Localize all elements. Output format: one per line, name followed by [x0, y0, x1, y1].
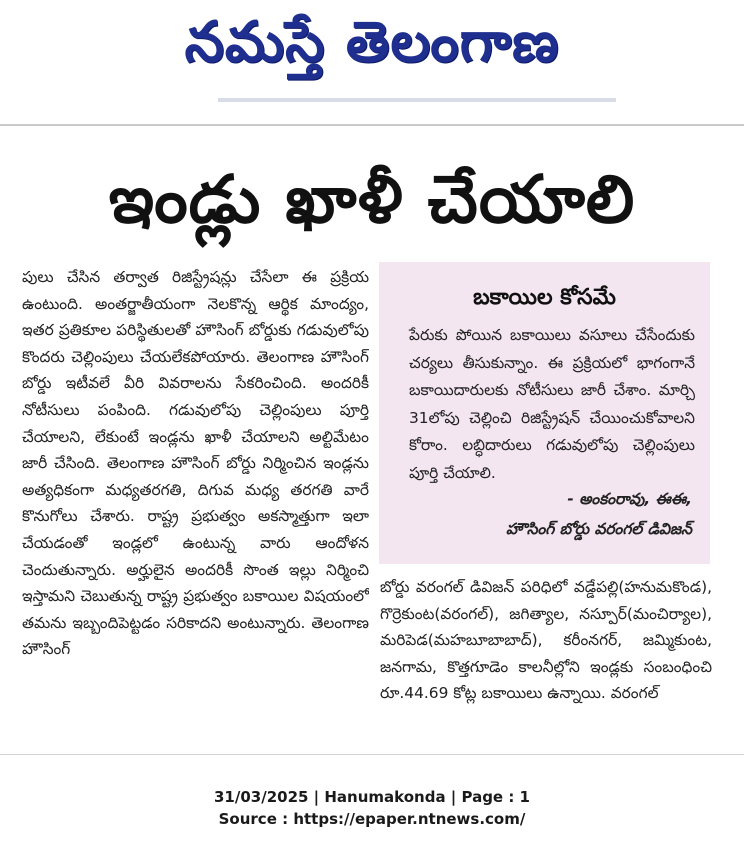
left-column-text: పులు చేసిన తర్వాత రిజిస్ట్రేషన్లు చేసేలా ఈ ప్రక్రియ ఉంటుంది. అంతర్జాతీయంగా నెలకొన్న ఆర్థిక మాంద్యం, ఇతర ప్రతికూల పరిస్థితులతో హౌసింగ్ బోర్డుకు గడువులోపు కొందరు చెల్లింపులు చేయలేకపోయారు. తెలంగాణ హౌసింగ్ బోర్డు ఇటీవలే వీరి వివరాలను సేకరించింది. అందరికీ నోటీసులు పంపింది. గడువులోపు చెల్లింపులు పూర్తి చేయాలని, లేకుంటే ఇండ్లను ఖాళీ చేయాలని అల్టిమేటం జారీ చేసింది. తెలంగాణ హౌసింగ్ బోర్డు నిర్మించిన ఇండ్లను అత్యధికంగా మధ్యతరగతి, దిగువ మధ్య తరగతి వారే కొనుగోలు చేశారు. రాష్ట్ర ప్రభుత్వం అకస్మాత్తుగా ఇలా చేయడంతో ఇండ్లలో ఉంటున్న వారు ఆందోళన చెందుతున్నారు. అర్హులైన అందరికీ సొంత ఇల్లు నిర్మించి ఇస్తామని చెబుతున్న రాష్ట్ర ప్రభుత్వం బకాయిల విషయంలో తమను ఇబ్బందిపెట్టడం సరికాదని అంటున్నారు. తెలంగాణ హౌసింగ్ [22, 268, 369, 659]
article-left-column [22, 264, 369, 742]
footer-date-edition: 31/03/2025 | Hanumakonda | Page : 1 [213, 788, 530, 806]
top-divider [0, 124, 744, 126]
masthead [0, 0, 744, 100]
right-column-text: బోర్డు వరంగల్ డివిజన్ పరిధిలో వడ్డేపల్లి(హనుమకొండ), గొర్రెకుంట(వరంగల్), జగిత్యాల, నస్పూర్(మంచిర్యాల), మరిపెడ(మహబూబాబాద్), కరీంనగర్, జమ్మికుంట, జనగామ, కొత్తగూడెం కాలనీల్లోని ఇండ్లకు సంబంధించి రూ.44.69 కోట్ల బకాయిలు ఉన్నాయి. వరంగల్ [380, 578, 712, 703]
sidebar-author-name: - అంకంరావు, ఈఈ, [567, 490, 692, 508]
sidebar-body [409, 322, 695, 487]
masthead-underline [218, 98, 616, 102]
sidebar-box [379, 262, 710, 564]
article-headline: ఇండ్లు ఖాళీ చేయాలి [108, 161, 636, 238]
sidebar-quote-text: పేరుకు పోయిన బకాయిలు వసూలు చేసేందుకు చర్యలు తీసుకున్నాం. ఈ ప్రక్రియలో భాగంగానే బకాయిదారులకు నోటీసులు జారీ చేశాం. మార్చి 31లోపు చెల్లించి రిజిస్ట్రేషన్ చేయించుకోవాలని కోరాం. లబ్ధిదారులు గడువులోపు చెల్లింపులు పూర్తి చేయాలి. [409, 326, 695, 482]
footer [0, 786, 744, 830]
article-right-column [380, 574, 712, 742]
sidebar-author [506, 484, 692, 544]
newspaper-logo-title: నమస్తే తెలంగాణ [184, 9, 560, 75]
footer-source-link[interactable]: Source : https://epaper.ntnews.com/ [218, 810, 526, 828]
sidebar-author-title: హౌసింగ్ బోర్డు వరంగల్ డివిజన్ [506, 520, 692, 538]
bottom-divider [0, 754, 744, 755]
sidebar-title: బకాయిల కోసమే [473, 285, 616, 310]
